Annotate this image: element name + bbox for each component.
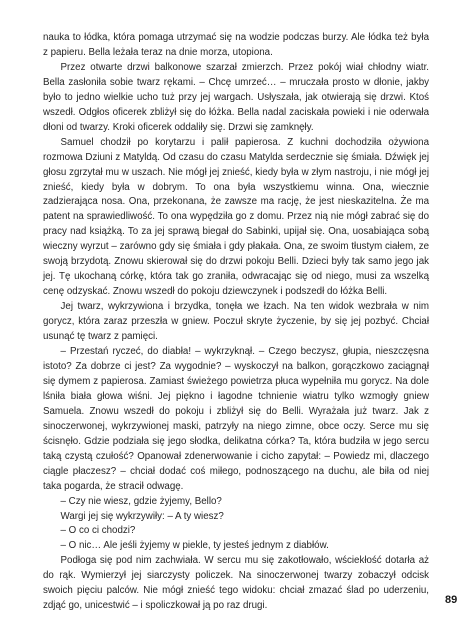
paragraph: Podłoga się pod nim zachwiała. W sercu mu się zakotłowało, wściekłość dotarła aż do rąk. Wymierzył jej siarczysty policzek. Na sinoczerwonej twarzy zobaczył odcisk swoich pięciu palców. Nie mógł znieść tego widoku: chciał zmazać ślad po uderzeniu, zdjąć go, unicestwić – i spoliczkował ją po raz drugi. [43, 555, 429, 612]
paragraph: – Przestań ryczeć, do diabła! – wykrzyknął. – Czego beczysz, głupia, nieszczęsna istoto? Za dobrze ci jest? Za wygodnie? – wyskoczył na balkon, gorączkowo zaciągnął się dymem z papierosa. Zamiast świeżego powietrza płuca wypełniła mu gorycz. Na dole lśniła biała głowa wiśni. Jej piękno i łagodne tchnienie wiatru tylko wzmogły gniew Samuela. Znowu wszedł do pokoju i zbliżył się do Belli. Wyrażała już twarz. Jak z sinoczerwonej, wykrzywionej maski, patrzyły na niego zimne, obce oczy. Serce mu się ścisnęło. Gdzie podziała się jego słodka, delikatna córka? Ta, która budziła w jego sercu taką czystą czułość? Opanował zdenerwowanie i cicho zapytał: – Powiedz mi, dlaczego ciągle płaczesz? – chciał dodać coś miłego, podnoszącego na duchu, ale biła od niej taka pogarda, że stracił odwagę. [43, 346, 429, 492]
dialogue-line: – O nic… Ale jeśli żyjemy w piekle, ty jesteś jednym z diabłów. [60, 540, 329, 552]
dialogue-line: – Czy nie wiesz, gdzie żyjemy, Bello? [60, 495, 222, 507]
paragraph: Jej twarz, wykrzywiona i brzydka, tonęła we łzach. Na ten widok wezbrała w nim gorycz, która zaraz przeszła w gniew. Poczuł skryte życzenie, by się jej pozbyć. Chciał usunąć tę twarz z pamięci. [43, 301, 429, 343]
paragraph: Przez otwarte drzwi balkonowe szarzał zmierzch. Przez pokój wiał chłodny wiatr. Bella zasłoniła sobie twarz rękami. – Chcę umrzeć… – mruczała prosto w dłonie, jakby było to jedno wielkie ucho tuż przy jej wargach. Usłyszała, jak otwierają się drzwi. Ktoś wszedł. Odgłos oficerek zbliżył się do łóżka. Bella nadal zaciskała powieki i nie oderwała dłoni od twarzy. Kroki oficerek oddaliły się. Drzwi się zamknęły. [43, 61, 429, 133]
dialogue-line: – O co ci chodzi? [60, 525, 136, 537]
dialogue-line: Wargi jej się wykrzywiły: – A ty wiesz? [60, 510, 224, 522]
page-body [43, 31, 429, 614]
paragraph: Samuel chodził po korytarzu i palił papierosa. Z kuchni dochodziła ożywiona rozmowa Dziuni z Matyldą. Od czasu do czasu Matylda serdecznie się śmiała. Dźwięk jej głosu zgrzytał mu w uszach. Nie mógł jej znieść, kiedy była w złym nastroju, i nie mógł jej znieść, kiedy była w dobrym. To ona była wszystkiemu winna. Ona, wiecznie zadzierająca nosa. Ona, przekonana, że zawsze ma rację, że jest nieskazitelna. Że ma patent na sprawiedliwość. To ona wypędziła go z domu. Przez nią nie mógł zabrać się do pracy nad książką. To za jej sprawą biegał do Sabinki, upijał się. Ona, uosabiająca sobą wieczny wyrzut – zarówno gdy się śmiała i gdy płakała. Ona, ze swoim tłustym ciałem, ze swoją brzydotą. Znowu skierował się do drzwi pokoju Belli. Dzieci były tak samo jego jak jej. Tę ukochaną córkę, która tak go zraniła, odwracając się od niego, musi za wszelką cenę odzyskać. Znowu wszedł do pokoju dziewczynek i podszedł do łóżka Belli. [43, 136, 429, 298]
page-number: 89 [445, 594, 458, 606]
paragraph: nauka to łódka, która pomaga utrzymać się na wodzie podczas burzy. Ale łódka też była z papieru. Bella leżała teraz na dnie morza, utopiona. [43, 32, 429, 58]
